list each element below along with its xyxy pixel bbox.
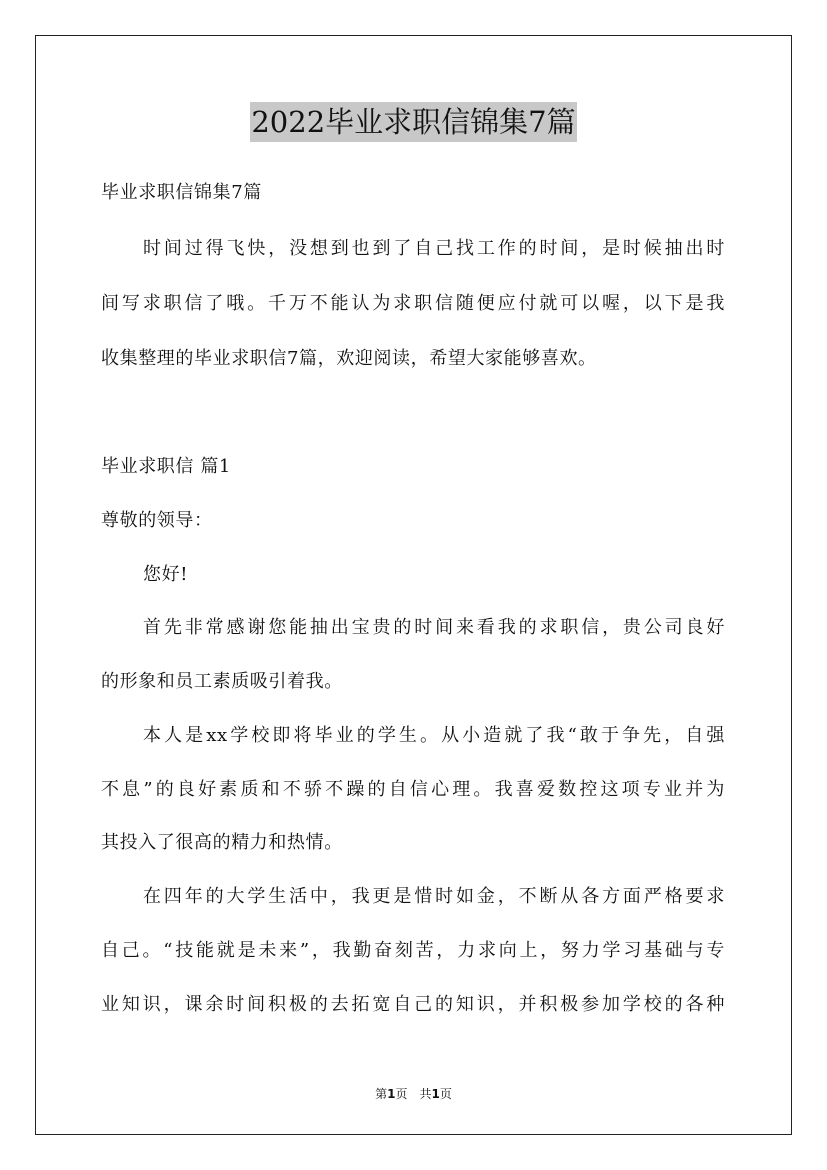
intro-line-1: 时间过得飞快，没想到也到了自己找工作的时间，是时候抽出时 [143, 238, 725, 259]
intro-line-2: 间写求职信了哦。千万不能认为求职信随便应付就可以喔，以下是我 [101, 293, 725, 314]
section-heading: 毕业求职信 篇1 [101, 456, 231, 477]
salutation: 尊敬的领导： [101, 510, 213, 531]
para3-line-2: 自己。“技能就是未来”，我勤奋刻苦，力求向上，努力学习基础与专 [101, 940, 725, 961]
document-subtitle: 毕业求职信锦集7篇 [101, 182, 262, 203]
document-title [0, 102, 827, 142]
para1-line-1: 首先非常感谢您能抽出宝贵的时间来看我的求职信，贵公司良好 [143, 617, 725, 638]
para2-line-2: 不息”的良好素质和不骄不躁的自信心理。我喜爱数控这项专业并为 [101, 779, 725, 800]
footer-prefix: 第 [375, 1087, 388, 1101]
intro-line-3: 收集整理的毕业求职信7篇，欢迎阅读，希望大家能够喜欢。 [101, 348, 597, 369]
footer-page-number: 1 [387, 1087, 396, 1101]
document-title-text: 2022毕业求职信锦集7篇 [250, 102, 576, 142]
greeting: 您好! [143, 564, 189, 585]
footer-suffix: 页 [439, 1087, 452, 1101]
para3-line-1: 在四年的大学生活中，我更是惜时如金，不断从各方面严格要求 [143, 886, 725, 907]
footer-mid: 页 共 [395, 1087, 432, 1101]
footer-total-pages: 1 [431, 1087, 440, 1101]
page-footer [0, 1086, 827, 1102]
para2-line-3: 其投入了很高的精力和热情。 [101, 832, 343, 853]
para3-line-3: 业知识，课余时间积极的去拓宽自己的知识，并积极参加学校的各种 [101, 994, 725, 1015]
para2-line-1: 本人是xx学校即将毕业的学生。从小造就了我“敢于争先，自强 [143, 725, 725, 746]
para1-line-2: 的形象和员工素质吸引着我。 [101, 671, 343, 692]
